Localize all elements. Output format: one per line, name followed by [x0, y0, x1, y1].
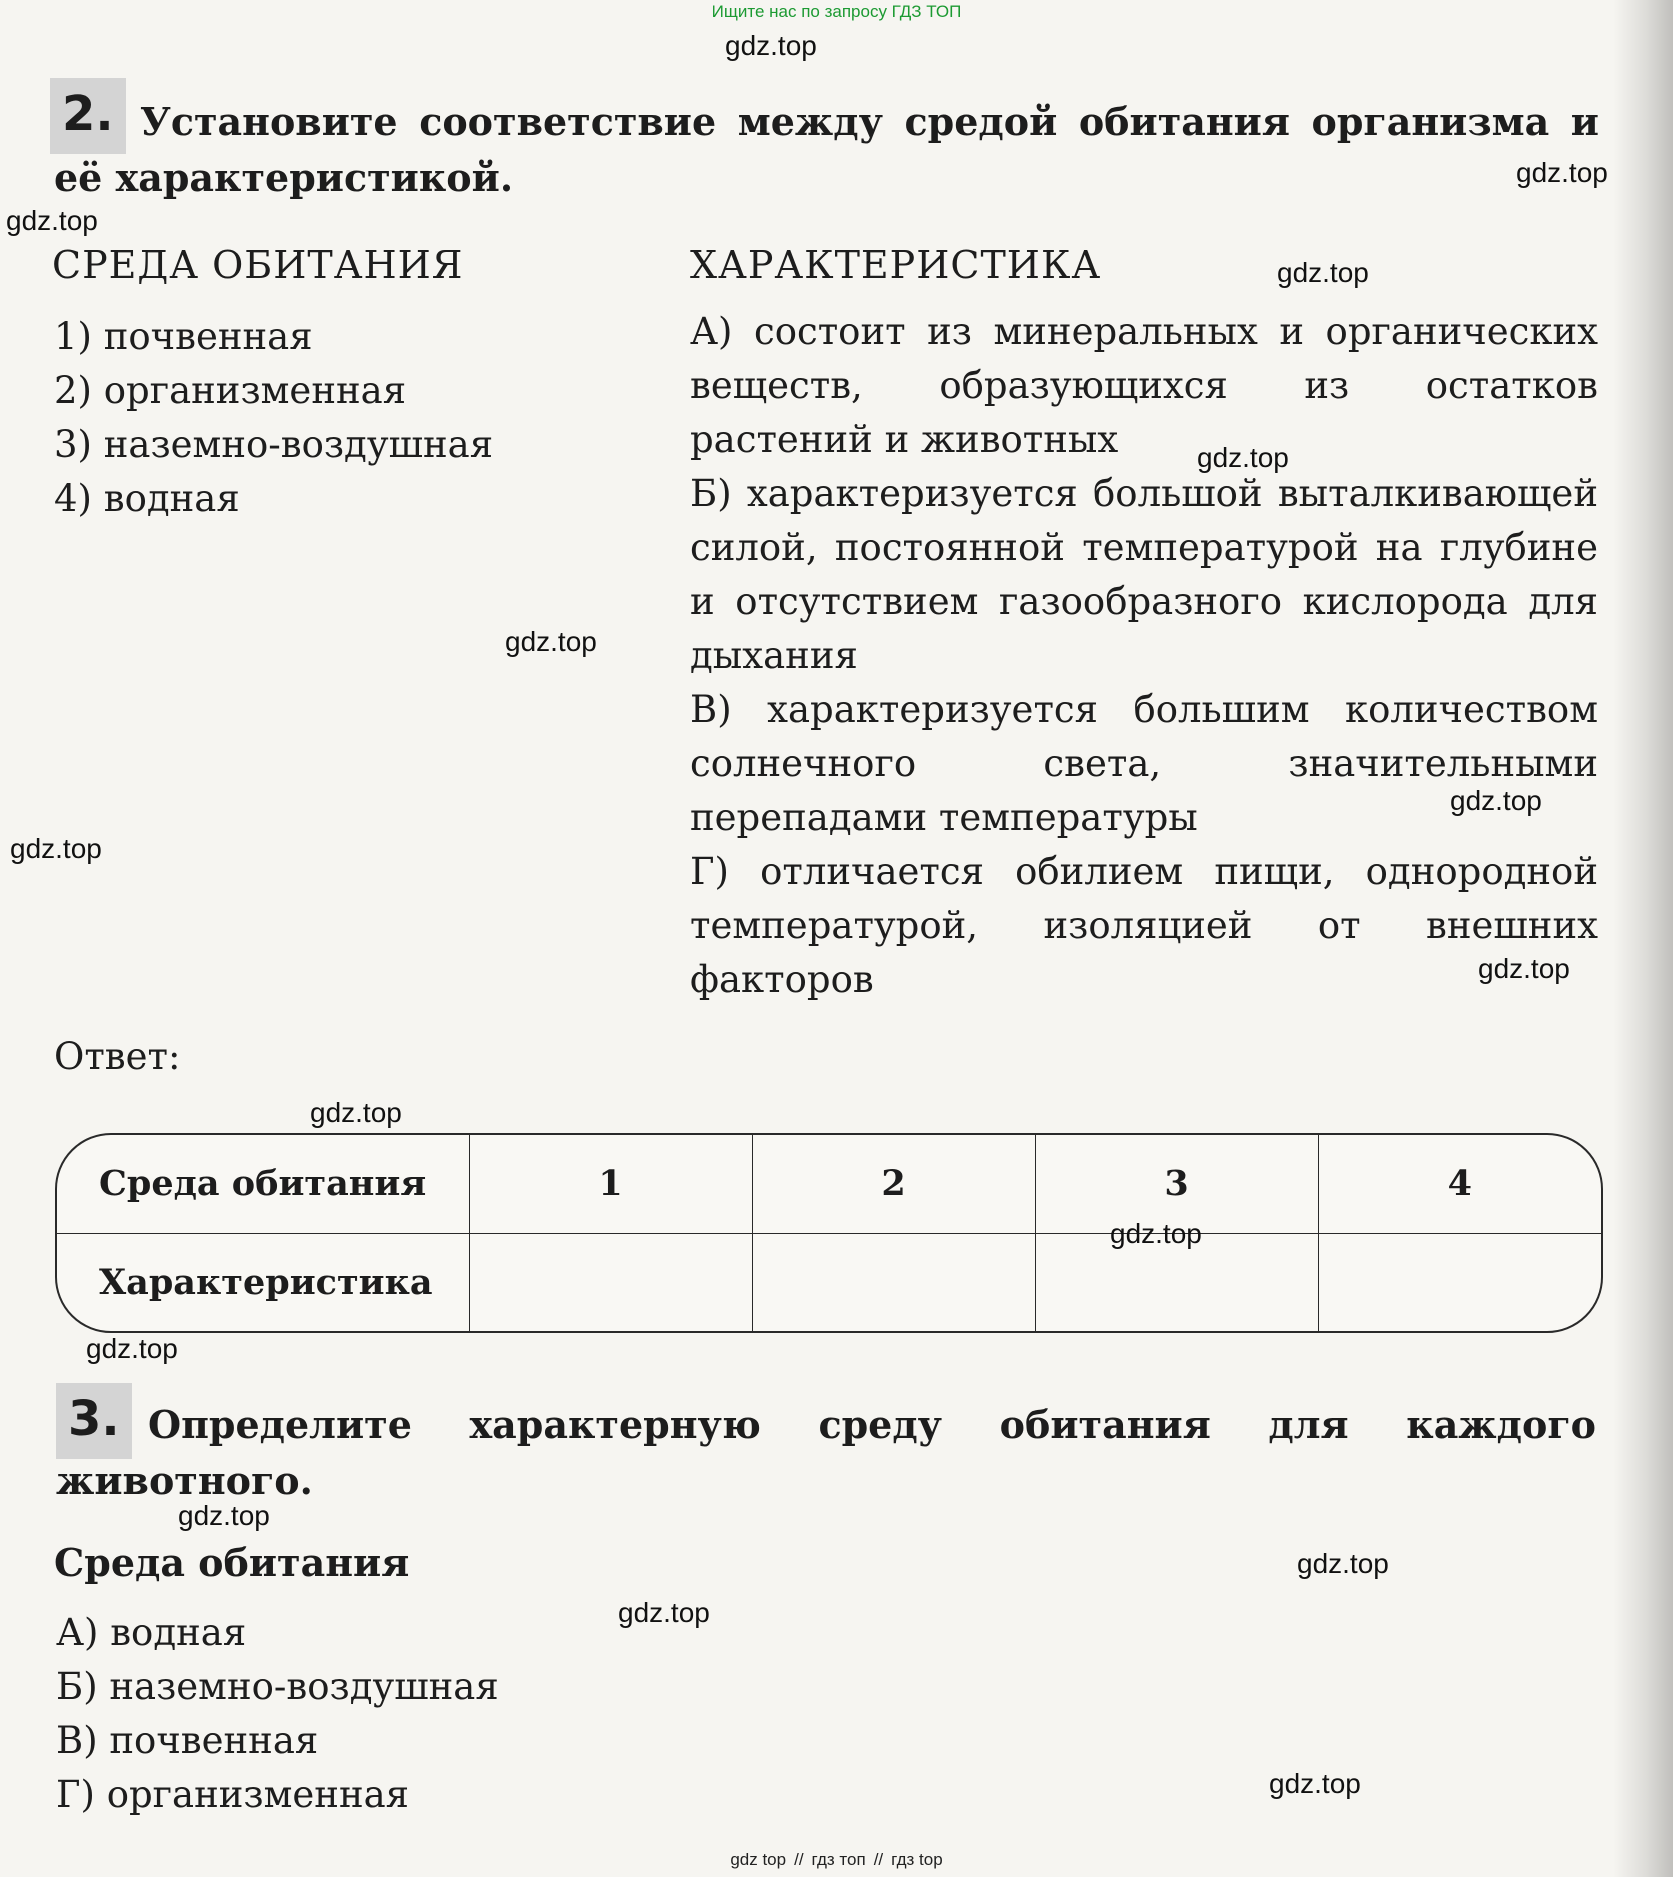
watermark: gdz.top — [1297, 1548, 1389, 1579]
answer-cell[interactable] — [469, 1233, 752, 1331]
answer-cell[interactable] — [1318, 1233, 1601, 1331]
task-3-number: 3. — [56, 1383, 132, 1459]
characteristic-item: Г) отличается обилием пищи, однородной температурой, изоляцией от внешних факторов — [690, 850, 1598, 1001]
habitat-item: 2) организменная — [54, 369, 407, 412]
task-2-question: Установите соответствие между средой обитания организма и её характеристикой. — [54, 99, 1599, 200]
characteristic-column-title: ХАРАКТЕРИСТИКА — [690, 243, 1102, 287]
task-3-subtitle: Среда обитания — [54, 1540, 410, 1585]
watermark: gdz.top — [6, 205, 98, 236]
table-column-header: 1 — [469, 1135, 752, 1233]
watermark: gdz.top — [1269, 1768, 1361, 1799]
habitat-item: 3) наземно-воздушная — [54, 423, 494, 466]
footer-link[interactable]: гдз топ — [811, 1850, 866, 1869]
footer-link[interactable]: gdz top — [730, 1850, 787, 1869]
task-3-habitat-item: Б) наземно-воздушная — [56, 1665, 499, 1708]
characteristic-item: А) состоит из минеральных и органических веществ, образующихся из остатков растений и животных — [690, 310, 1598, 461]
table-row — [57, 1233, 1601, 1331]
task-3-habitat-item: В) почвенная — [56, 1719, 319, 1762]
table-column-header: 3 — [1035, 1135, 1318, 1233]
watermark: gdz.top — [505, 626, 597, 657]
watermark: gdz.top — [1110, 1218, 1202, 1249]
table-row — [57, 1135, 1601, 1233]
table-column-header: 4 — [1318, 1135, 1601, 1233]
watermark: gdz.top — [1516, 157, 1608, 188]
watermark: gdz.top — [725, 30, 817, 61]
watermark: gdz.top — [1197, 442, 1289, 473]
task-2-number: 2. — [50, 78, 126, 154]
characteristic-list — [690, 305, 1598, 1007]
footer-link[interactable]: гдз top — [891, 1850, 943, 1869]
task-3-question: Определите характерную среду обитания для каждого животного. — [56, 1402, 1596, 1503]
characteristic-item: Б) характеризуется большой выталкивающей силой, постоянной температурой на глубине и отсутствием газообразного кислорода для дыхания — [690, 472, 1598, 677]
table-row-label: Среда обитания — [57, 1135, 469, 1233]
habitat-item: 4) водная — [54, 477, 240, 520]
characteristic-item: В) характеризуется большим количеством солнечного света, значительными перепадами температуры — [690, 688, 1598, 839]
footer-separator: // — [873, 1850, 884, 1869]
watermark: gdz.top — [178, 1500, 270, 1531]
habitat-list — [54, 310, 493, 526]
task-3-habitat-list — [56, 1606, 499, 1822]
habitat-item: 1) почвенная — [54, 315, 313, 358]
watermark: gdz.top — [310, 1097, 402, 1128]
footer-separator: // — [794, 1850, 804, 1869]
watermark: gdz.top — [1277, 257, 1369, 288]
task-3-habitat-item: А) водная — [56, 1611, 247, 1654]
answer-label: Ответ: — [54, 1035, 181, 1078]
search-banner[interactable]: Ищите нас по запросу ГДЗ ТОП — [711, 2, 962, 21]
footer-links — [0, 1850, 1673, 1870]
watermark: gdz.top — [10, 833, 102, 864]
watermark: gdz.top — [1478, 953, 1570, 984]
table-column-header: 2 — [752, 1135, 1035, 1233]
answer-table — [55, 1133, 1603, 1333]
table-row-label: Характеристика — [57, 1233, 469, 1331]
habitat-column-title: СРЕДА ОБИТАНИЯ — [52, 243, 464, 287]
watermark: gdz.top — [618, 1597, 710, 1628]
answer-cell[interactable] — [752, 1233, 1035, 1331]
watermark: gdz.top — [86, 1333, 178, 1364]
watermark: gdz.top — [1450, 785, 1542, 816]
page-edge-shadow — [1613, 0, 1673, 1877]
task-3-habitat-item: Г) организменная — [56, 1773, 409, 1816]
